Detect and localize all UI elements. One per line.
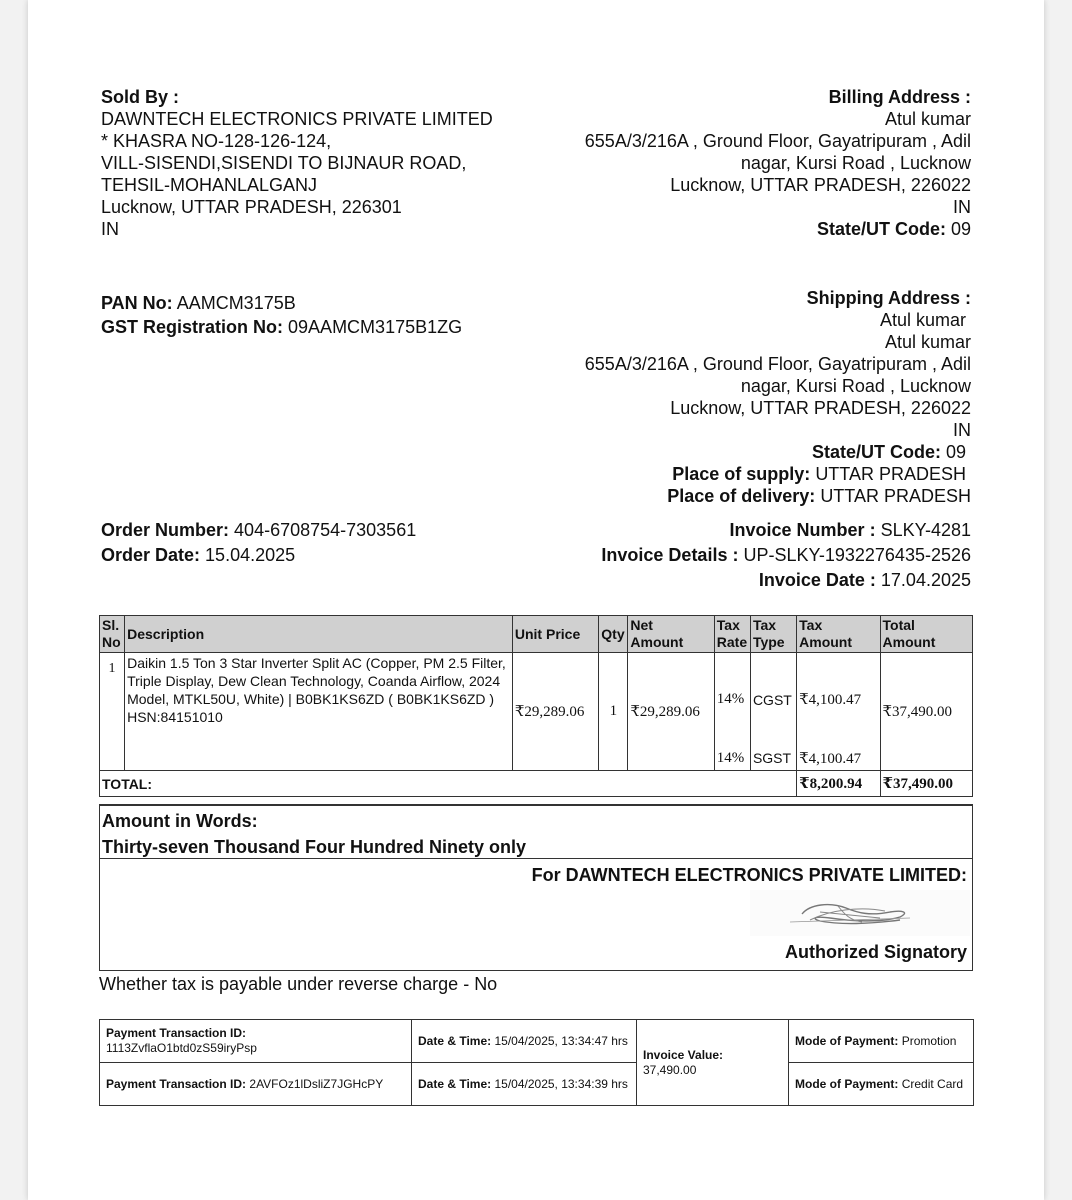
invoice-number-value: SLKY-4281 [880,520,971,540]
shipping-state-row [520,441,971,463]
item-tax-type: CGST [750,653,796,747]
table-row [100,1020,974,1063]
col-header-description: Description [125,616,513,653]
header-text: Sl. [102,617,120,633]
payment-datetime-label: Date & Time: [418,1076,492,1091]
payment-txn-value: 1113ZvflaO1btd0zS59iryPsp [106,1041,257,1055]
payment-mode-value: Credit Card [901,1076,964,1091]
header-text: Amount [799,634,853,650]
col-header-total-amount [880,616,972,653]
signatory-box [99,856,973,971]
item-tax-rate: 14% [714,653,750,747]
shipping-state-label: State/UT Code: [811,442,941,462]
amount-in-words-label: Amount in Words: [102,811,258,831]
invoice-value: 37,490.00 [643,1062,697,1077]
billing-line: 655A/3/216A , Ground Floor, Gayatripuram , Adil [584,131,971,151]
header-text: Net [630,617,653,633]
payment-mode-cell [789,1020,974,1063]
seller-company-name: DAWNTECH ELECTRONICS PRIVATE LIMITED [101,109,493,129]
total-tax-amount: ₹8,200.94 [797,771,880,797]
shipping-line: Atul kumar [879,310,966,330]
amount-in-words-box [99,804,973,859]
shipping-line: 655A/3/216A , Ground Floor, Gayatripuram , Adil [584,354,971,374]
for-company-label: For DAWNTECH ELECTRONICS PRIVATE LIMITED: [531,865,967,885]
shipping-line: Lucknow, UTTAR PRADESH, 226022 [670,398,971,418]
item-net-amount: ₹29,289.06 [628,653,714,771]
header-text: Tax [716,617,740,633]
shipping-state-value: 09 [945,442,966,462]
payment-datetime-value: 15/04/2025, 13:34:39 hrs [494,1076,628,1091]
col-header-net-amount [628,616,714,653]
sold-by-section [101,86,541,240]
payment-mode-label: Mode of Payment: [795,1033,899,1048]
col-header-tax-rate [714,616,750,653]
pan-value: AAMCM3175B [176,293,296,313]
order-number-row [101,518,541,543]
col-header-sl [100,616,125,653]
billing-line: Lucknow, UTTAR PRADESH, 226022 [670,175,971,195]
total-label: TOTAL: [100,771,797,797]
item-qty: 1 [599,653,628,771]
authorized-signatory-label: Authorized Signatory [784,942,967,962]
invoice-number-label: Invoice Number : [729,520,876,540]
payments-table [99,1019,974,1106]
invoice-date-value: 17.04.2025 [880,570,971,590]
gst-value: 09AAMCM3175B1ZG [288,317,463,337]
billing-state-row [520,218,971,240]
invoice-value-label: Invoice Value: [643,1047,724,1062]
item-description: Daikin 1.5 Ton 3 Star Inverter Split AC (Copper, PM 2.5 Filter, Triple Display, Dew Clean Technology, Coanda Airflow, 2024 Model, MTKL50U, White) | B0BK1KS6ZD ( B0BK1KS6ZD ) [127,655,506,707]
invoice-date-label: Invoice Date : [758,570,876,590]
item-tax-amount: ₹4,100.47 [797,653,880,747]
header-text: Rate [716,634,748,650]
items-header-row [100,616,973,653]
place-of-supply-value: UTTAR PRADESH [815,464,966,484]
col-header-tax-amount [797,616,880,653]
item-tax-type: SGST [750,747,796,771]
gst-label: GST Registration No: [101,317,284,337]
payment-txn-cell [100,1020,412,1063]
payment-datetime-cell [412,1020,637,1063]
payment-mode-value: Promotion [901,1033,957,1048]
billing-line: nagar, Kursi Road , Lucknow [740,153,971,173]
table-row [100,653,973,747]
pan-row [101,291,541,315]
invoice-number-row [520,518,971,543]
gst-row [101,315,541,339]
total-amount: ₹37,490.00 [880,771,972,797]
item-description-cell [125,653,513,771]
shipping-line: IN [953,420,971,440]
item-total-amount: ₹37,490.00 [880,653,972,771]
item-tax-amount: ₹4,100.47 [797,747,880,771]
place-of-delivery-label: Place of delivery: [667,486,816,506]
header-text: Tax [752,617,777,633]
seller-address-line: VILL-SISENDI,SISENDI TO BIJNAUR ROAD, [101,153,467,173]
shipping-line: nagar, Kursi Road , Lucknow [740,376,971,396]
place-of-delivery-row [520,485,971,507]
pan-label: PAN No: [101,293,173,313]
payment-txn-label: Payment Transaction ID: [106,1076,247,1091]
shipping-heading: Shipping Address : [806,288,971,308]
header-text: Amount [882,634,936,650]
header-text: Total [882,617,915,633]
payment-mode-cell [789,1063,974,1106]
col-header-unit-price: Unit Price [512,616,598,653]
order-number-label: Order Number: [101,520,230,540]
invoice-value-cell [637,1020,789,1106]
billing-heading: Billing Address : [828,87,971,107]
tax-ids-section [101,291,541,339]
table-row [100,1063,974,1106]
order-date-label: Order Date: [101,545,201,565]
payment-mode-label: Mode of Payment: [795,1076,899,1091]
billing-line: Atul kumar [884,109,971,129]
payment-datetime-cell [412,1063,637,1106]
invoice-details-value: UP-SLKY-1932276435-2526 [743,545,971,565]
payment-datetime-value: 15/04/2025, 13:34:47 hrs [494,1033,628,1048]
header-text: Amount [630,634,684,650]
billing-line: IN [953,197,971,217]
billing-address-section [520,86,971,240]
signature-image [750,890,970,936]
header-text: Tax [799,617,823,633]
item-sl: 1 [100,653,125,771]
place-of-supply-row [520,463,971,485]
order-date-row [101,543,541,568]
seller-address-line: IN [101,219,119,239]
shipping-line: Atul kumar [884,332,971,352]
header-text: Type [752,634,785,650]
order-date-value: 15.04.2025 [205,545,296,565]
col-header-qty: Qty [599,616,628,653]
invoice-details-label: Invoice Details : [601,545,739,565]
invoice-date-row [520,568,971,593]
seller-address-line: TEHSIL-MOHANLALGANJ [101,175,318,195]
place-of-delivery-value: UTTAR PRADESH [820,486,971,506]
item-tax-rate: 14% [714,747,750,771]
payment-txn-label: Payment Transaction ID: [106,1026,247,1040]
header-text: No [102,634,121,650]
total-row [100,771,973,797]
item-hsn: HSN:84151010 [127,709,223,725]
payment-txn-cell [100,1063,412,1106]
amount-in-words-value: Thirty-seven Thousand Four Hundred Ninety only [102,837,527,857]
invoice-info-section [520,518,971,593]
seller-address-line: Lucknow, UTTAR PRADESH, 226301 [101,197,402,217]
reverse-charge-note: Whether tax is payable under reverse charge - No [99,974,498,994]
billing-state-value: 09 [950,219,971,239]
order-number-value: 404-6708754-7303561 [234,520,417,540]
payment-datetime-label: Date & Time: [418,1033,492,1048]
col-header-tax-type [750,616,796,653]
billing-state-label: State/UT Code: [816,219,946,239]
order-section [101,518,541,568]
seller-address-line: * KHASRA NO-128-126-124, [101,131,332,151]
items-table [99,615,973,797]
sold-by-heading: Sold By : [101,87,180,107]
shipping-address-section [520,287,971,507]
item-unit-price: ₹29,289.06 [512,653,598,771]
invoice-details-row [520,543,971,568]
place-of-supply-label: Place of supply: [672,464,811,484]
payment-txn-value: 2AVFOz1lDsliZ7JGHcPY [249,1076,384,1091]
